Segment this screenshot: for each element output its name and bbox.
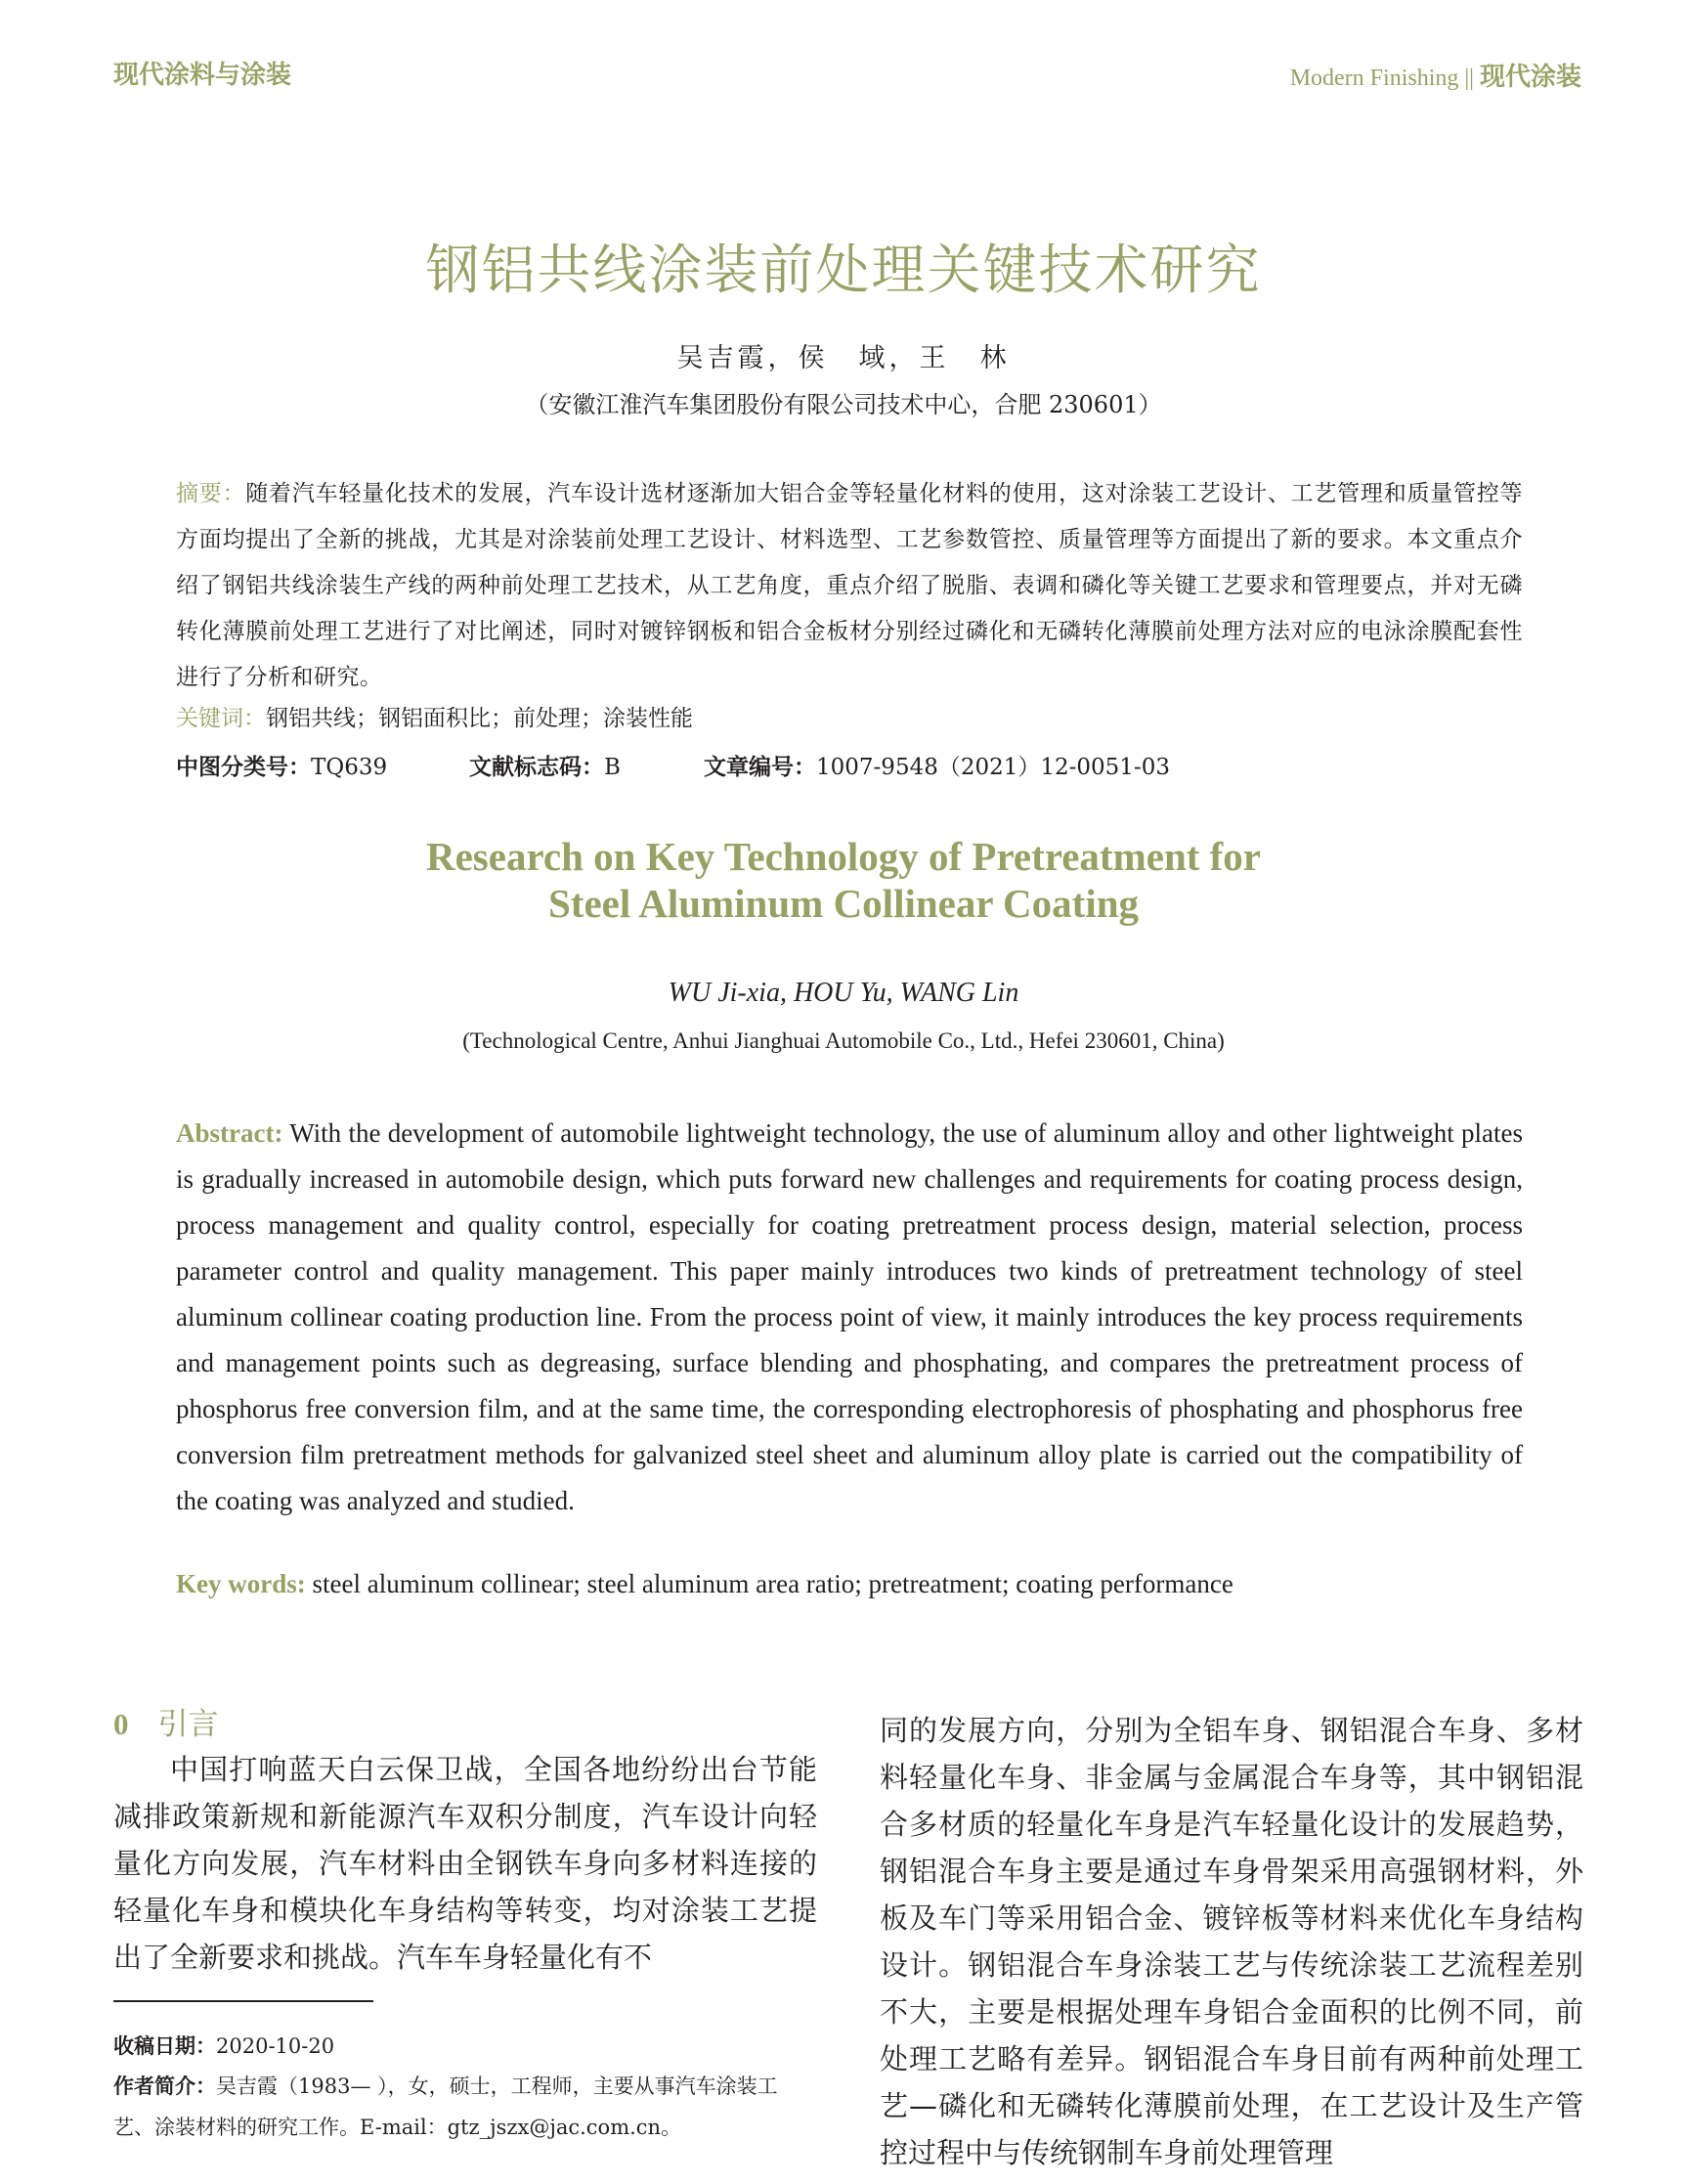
paper-title-en-line1: Research on Key Technology of Pretreatment for xyxy=(425,834,1261,879)
doc-code-value: B xyxy=(604,755,621,780)
affiliation-en: (Technological Centre, Anhui Jianghuai Automobile Co., Ltd., Hefei 230601, China) xyxy=(462,1028,1225,1053)
keywords-en xyxy=(176,1569,1233,1599)
author-bio-text: 吴吉霞（1983— ），女，硕士，工程师，主要从事汽车涂装工艺、涂装材料的研究工作。E-mail：gtz_jszx@jac.com.cn。 xyxy=(113,2075,778,2139)
footnote-divider xyxy=(113,2000,373,2002)
received-date-label: 收稿日期： xyxy=(113,2034,216,2058)
keywords-cn-text: 钢铝共线；钢铝面积比；前处理；涂装性能 xyxy=(266,706,693,731)
article-number-label: 文章编号： xyxy=(704,755,816,780)
keywords-cn-label: 关键词： xyxy=(176,706,266,731)
intro-paragraph-left: 中国打响蓝天白云保卫战，全国各地纷纷出台节能减排政策新规和新能源汽车双积分制度，汽车设计向轻量化方向发展，汽车材料由全钢铁车身向多材料连接的轻量化车身和模块化车身结构等转变，均对涂装工艺提出了全新要求和挑战。汽车车身轻量化有不 xyxy=(113,1753,817,1974)
journal-name-cn: 现代涂装 xyxy=(1479,63,1581,92)
authors-en: WU Ji-xia, HOU Yu, WANG Lin xyxy=(668,978,1019,1008)
section-heading-introduction xyxy=(113,1703,817,1746)
abstract-en-label: Abstract: xyxy=(176,1118,283,1148)
abstract-cn-label: 摘要： xyxy=(176,481,246,506)
clc-value: TQ639 xyxy=(311,755,388,780)
section-title: 引言 xyxy=(157,1707,219,1742)
paper-title-en xyxy=(0,833,1687,927)
clc-number xyxy=(176,749,387,781)
article-number xyxy=(704,749,1170,781)
article-number-value: 1007-9548（2021）12-0051-03 xyxy=(816,755,1170,780)
authors-cn: 吴吉霞，侯 域，王 林 xyxy=(676,343,1011,373)
paper-title-en-line2: Steel Aluminum Collinear Coating xyxy=(547,881,1140,926)
keywords-en-label: Key words: xyxy=(176,1569,306,1598)
journal-name-header-right xyxy=(1290,57,1581,93)
section-number: 0 xyxy=(113,1707,129,1741)
keywords-en-text: steel aluminum collinear; steel aluminum area ratio; pretreatment; coating performance xyxy=(312,1569,1233,1598)
paper-title-cn: 钢铝共线涂装前处理关键技术研究 xyxy=(425,239,1262,301)
abstract-cn xyxy=(176,471,1523,701)
received-date-value: 2020-10-20 xyxy=(216,2034,335,2058)
document-code xyxy=(469,749,621,781)
abstract-en-text: With the development of automobile lightweight technology, the use of aluminum alloy and other lightweight plates is gradually increased in automobile design, which puts forward new challenges and requirements for coating process design, process management and quality control, especially for coating pretreatment process design, material selection, process parameter control and quality management. This paper mainly introduces two kinds of pretreatment technology of steel aluminum collinear coating production line. From the process point of view, it mainly introduces the key process requirements and management points such as degreasing, surface blending and phosphating, and compares the pretreatment process of phosphorus free conversion film, and at the same time, the corresponding electrophoresis of phosphating and phosphorus free conversion film pretreatment methods for galvanized steel sheet and aluminum alloy plate is carried out the compatibility of the coating was analyzed and studied. xyxy=(176,1118,1523,1515)
body-column-left xyxy=(113,1703,817,1981)
journal-name-header: 现代涂料与涂装 xyxy=(113,61,292,90)
keywords-cn xyxy=(176,700,693,732)
clc-label: 中图分类号： xyxy=(176,755,311,780)
abstract-cn-text: 随着汽车轻量化技术的发展，汽车设计选材逐渐加大铝合金等轻量化材料的使用，这对涂装工艺设计、工艺管理和质量管控等方面均提出了全新的挑战，尤其是对涂装前处理工艺设计、材料选型、工艺参数管控、质量管理等方面提出了新的要求。本文重点介绍了钢铝共线涂装生产线的两种前处理工艺技术，从工艺角度，重点介绍了脱脂、表调和磷化等关键工艺要求和管理要点，并对无磷转化薄膜前处理工艺进行了对比阐述，同时对镀锌钢板和铝合金板材分别经过磷化和无磷转化薄膜前处理方法对应的电泳涂膜配套性进行了分析和研究。 xyxy=(176,481,1524,690)
author-bio-label: 作者简介： xyxy=(113,2075,216,2098)
journal-name-en: Modern Finishing || xyxy=(1289,66,1480,91)
body-column-right xyxy=(880,1707,1583,2176)
affiliation-cn: （安徽江淮汽车集团股份有限公司技术中心，合肥 230601） xyxy=(525,391,1162,418)
intro-paragraph-right: 同的发展方向，分别为全铝车身、钢铝混合车身、多材料轻量化车身、非金属与金属混合车身等，其中钢铝混合多材质的轻量化车身是汽车轻量化设计的发展趋势，钢铝混合车身主要是通过车身骨架采用高强钢材料，外板及车门等采用铝合金、镀锌板等材料来优化车身结构设计。钢铝混合车身涂装工艺与传统涂装工艺流程差别不大，主要是根据处理车身铝合金面积的比例不同，前处理工艺略有差异。钢铝混合车身目前有两种前处理工艺—磷化和无磷转化薄膜前处理，在工艺设计及生产管控过程中与传统钢制车身前处理管理 xyxy=(880,1714,1583,2169)
received-date xyxy=(113,2026,817,2067)
author-bio xyxy=(113,2066,817,2148)
abstract-en xyxy=(176,1111,1523,1524)
doc-code-label: 文献标志码： xyxy=(469,755,604,780)
